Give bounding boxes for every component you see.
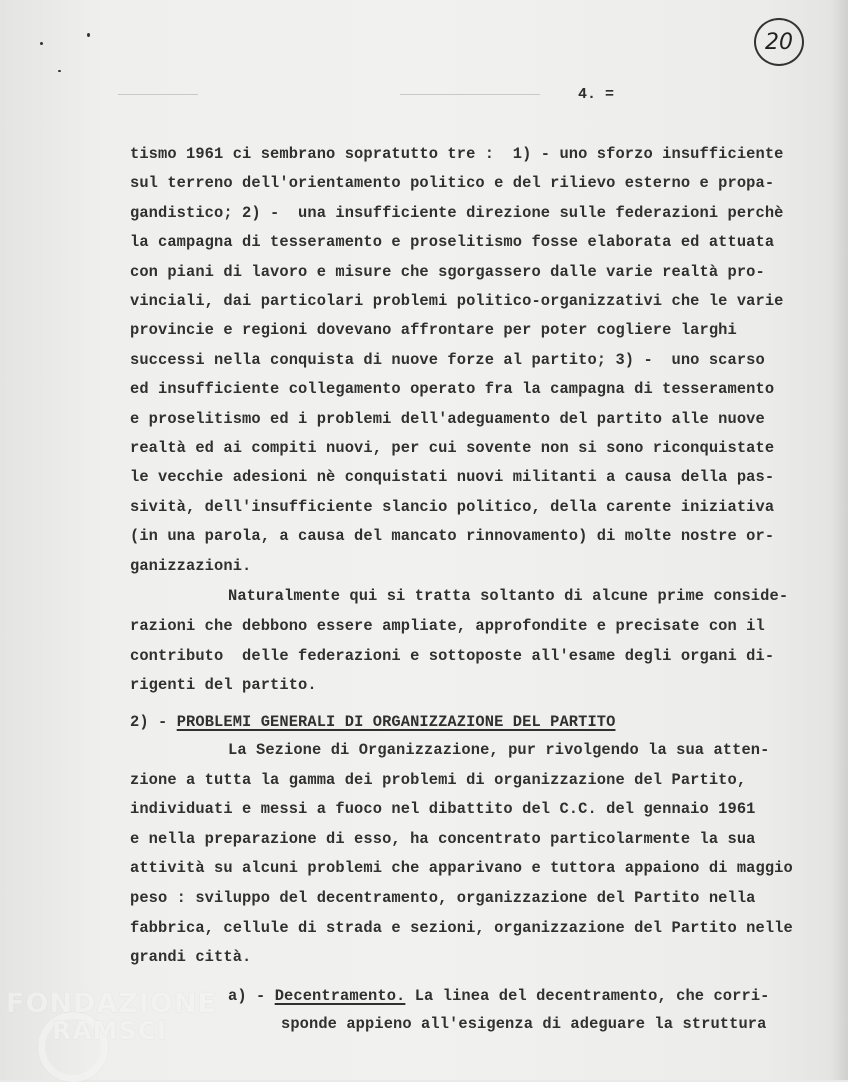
text-line: individuati e messi a fuoco nel dibattito del C.C. del gennaio 1961 [130,800,756,819]
text-line: e nella preparazione di esso, ha concentrato particolarmente la sua [130,829,756,848]
page-marker: 4. = [578,86,615,103]
section-heading-line [130,713,615,731]
fondazione-gramsci-watermark [6,988,226,1080]
text-line: le vecchie adesioni nè conquistati nuovi militanti a causa della pas- [130,468,775,487]
item-a-prefix: a) - [228,987,275,1005]
text-line: contributo delle federazioni e sottoposte all'esame degli organi di- [130,646,775,665]
text-line: sul terreno dell'orientamento politico e del rilievo esterno e propa- [130,174,775,193]
text-line: con piani di lavoro e misure che sgorgassero dalle varie realtà pro- [130,262,765,281]
text-line: grandi città. [130,948,252,967]
text-line: razioni che debbono essere ampliate, approfondite e precisate con il [130,616,765,635]
circled-page-number [754,18,804,66]
text-line: attività su alcuni problemi che apparivano e tuttora appaiono di maggio [130,859,793,878]
text-line: Naturalmente qui si tratta soltanto di alcune prime conside- [228,587,789,605]
header-rule [400,94,540,95]
scan-speck [40,42,43,45]
text-line: La Sezione di Organizzazione, pur rivolgendo la sua atten- [228,741,770,759]
text-line: e proselitismo ed i problemi dell'adeguamento del partito alle nuove [130,409,765,428]
text-line: fabbrica, cellule di strada e sezioni, organizzazione del Partito nelle [130,918,793,937]
text-line: ed insufficiente collegamento operato fra la campagna di tesseramento [130,380,775,399]
text-line: successi nella conquista di nuove forze al partito; 3) - uno scarso [130,350,765,369]
scan-speck [58,70,61,72]
item-a-continuation: sponde appieno all'esigenza di adeguare la struttura [281,1015,767,1033]
text-line: rigenti del partito. [130,676,317,695]
text-line: realtà ed ai compiti nuovi, per cui sovente non si sono riconquistate [130,439,775,457]
text-line: zione a tutta la gamma dei problemi di organizzazione del Partito, [130,770,747,789]
page-number: 20 [765,29,793,55]
text-line: provincie e regioni dovevano affrontare per poter cogliere larghi [130,321,737,340]
scan-edge-shadow [830,0,848,1080]
section-heading: PROBLEMI GENERALI DI ORGANIZZAZIONE DEL PARTITO [176,713,616,731]
section-number: 2) - [130,713,177,731]
text-line: tismo 1961 ci sembrano sopratutto tre : 1) - uno sforzo insufficiente [130,145,784,163]
text-line: ganizzazioni. [130,556,252,575]
item-a-title: Decentramento. [274,987,406,1005]
text-line: la campagna di tesseramento e proselitismo fosse elaborata ed attuata [130,233,775,252]
text-line: sività, dell'insufficiente slancio politico, della carente iniziativa [130,497,775,516]
item-a-text: La linea del decentramento, che corri- [405,987,770,1005]
header-rule [118,94,198,95]
text-line: gandistico; 2) - una insufficiente direzione sulle federazioni perchè [130,203,784,222]
item-a-line [228,987,770,1005]
text-line: vinciali, dai particolari problemi politico-organizzativi che le varie [130,292,784,310]
text-line: peso : sviluppo del decentramento, organizzazione del Partito nella [130,889,756,907]
text-line: (in una parola, a causa del mancato rinnovamento) di molte nostre or- [130,527,775,546]
scan-speck [87,33,90,37]
watermark-line-1: FONDAZIONE [6,988,217,1019]
watermark-line-2: RAMSCI [52,1016,168,1045]
